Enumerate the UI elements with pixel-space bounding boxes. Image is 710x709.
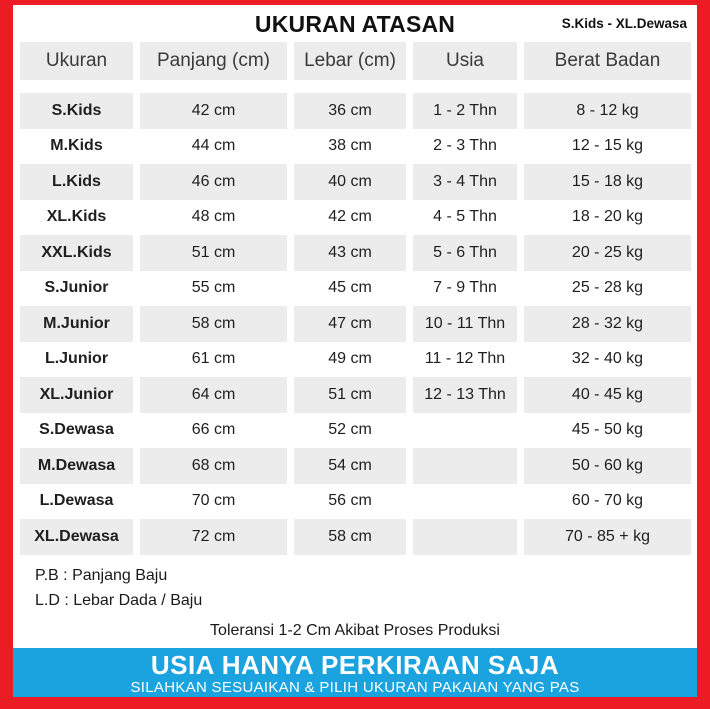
panjang-cell: 68 cm (140, 448, 287, 484)
table-header (20, 42, 697, 80)
table-body (13, 93, 697, 555)
berat-cell: 32 - 40 kg (571, 350, 644, 368)
table-row (20, 271, 697, 307)
panjang-cell: 42 cm (140, 93, 287, 129)
usia-cell: 10 - 11 Thn (413, 306, 517, 342)
size-name-cell: XXL.Kids (20, 235, 133, 271)
size-name-cell: M.Kids (50, 137, 103, 155)
lebar-cell: 51 cm (294, 377, 406, 413)
page-title: UKURAN ATASAN (254, 11, 456, 37)
size-name-cell: M.Dewasa (20, 448, 133, 484)
size-name-cell: L.Junior (44, 350, 109, 368)
usia-cell: 2 - 3 Thn (433, 137, 497, 155)
table-row (20, 342, 697, 378)
note-ld: L.D : Lebar Dada / Baju (35, 591, 203, 609)
banner-headline: USIA HANYA PERKIRAAN SAJA (150, 649, 560, 680)
usia-cell: 11 - 12 Thn (424, 350, 506, 368)
size-name-cell: XL.Kids (46, 208, 107, 226)
header-usia: Usia (413, 42, 517, 80)
lebar-cell: 47 cm (294, 306, 406, 342)
berat-cell: 45 - 50 kg (571, 421, 644, 439)
lebar-cell: 52 cm (328, 421, 372, 439)
note-pb: P.B : Panjang Baju (35, 566, 168, 584)
berat-cell: 15 - 18 kg (524, 164, 691, 200)
size-name-cell: S.Kids (20, 93, 133, 129)
size-name-cell: S.Dewasa (39, 421, 114, 439)
usia-cell: 4 - 5 Thn (433, 208, 497, 226)
panjang-cell: 70 cm (191, 492, 236, 510)
table-row (20, 413, 697, 449)
panjang-cell: 46 cm (140, 164, 287, 200)
usia-cell: 3 - 4 Thn (413, 164, 517, 200)
size-name-cell: L.Kids (20, 164, 133, 200)
lebar-cell: 54 cm (294, 448, 406, 484)
table-row (20, 484, 697, 520)
panjang-cell: 58 cm (140, 306, 287, 342)
lebar-cell: 49 cm (328, 350, 372, 368)
size-range-label: S.Kids - XL.Dewasa (561, 16, 687, 31)
size-name-cell: XL.Dewasa (20, 519, 133, 555)
usia-cell (413, 484, 517, 520)
lebar-cell: 43 cm (294, 235, 406, 271)
table-row (20, 93, 697, 129)
panjang-cell: 44 cm (191, 137, 236, 155)
banner-subline: SILAHKAN SESUAIKAN & PILIH UKURAN PAKAIAN YANG PAS (130, 678, 580, 696)
panjang-cell: 64 cm (140, 377, 287, 413)
size-name-cell: S.Junior (44, 279, 109, 297)
header-ukuran: Ukuran (20, 42, 133, 80)
berat-cell: 60 - 70 kg (571, 492, 644, 510)
panjang-cell: 66 cm (191, 421, 236, 439)
header-gap (13, 80, 697, 93)
table-row (20, 200, 697, 236)
size-name-cell: M.Junior (20, 306, 133, 342)
table-row (20, 164, 697, 200)
size-name-cell: L.Dewasa (39, 492, 114, 510)
lebar-cell: 40 cm (294, 164, 406, 200)
berat-cell: 20 - 25 kg (524, 235, 691, 271)
usia-cell (413, 413, 517, 449)
usia-cell: 1 - 2 Thn (413, 93, 517, 129)
card-body (13, 5, 697, 697)
berat-cell: 70 - 85 + kg (524, 519, 691, 555)
usia-cell (413, 448, 517, 484)
size-name-cell: XL.Junior (20, 377, 133, 413)
berat-cell: 25 - 28 kg (571, 279, 644, 297)
lebar-cell: 56 cm (328, 492, 372, 510)
age-disclaimer-banner (13, 648, 697, 698)
lebar-cell: 45 cm (328, 279, 372, 297)
usia-cell: 12 - 13 Thn (413, 377, 517, 413)
panjang-cell: 48 cm (191, 208, 236, 226)
usia-cell (413, 519, 517, 555)
usia-cell: 7 - 9 Thn (433, 279, 497, 297)
berat-cell: 8 - 12 kg (524, 93, 691, 129)
panjang-cell: 51 cm (140, 235, 287, 271)
berat-cell: 40 - 45 kg (524, 377, 691, 413)
berat-cell: 28 - 32 kg (524, 306, 691, 342)
header-berat: Berat Badan (524, 42, 691, 80)
header-panjang: Panjang (cm) (140, 42, 287, 80)
table-row (20, 235, 697, 271)
table-row (20, 306, 697, 342)
lebar-cell: 36 cm (294, 93, 406, 129)
panjang-cell: 72 cm (140, 519, 287, 555)
panjang-cell: 55 cm (191, 279, 236, 297)
table-row (20, 129, 697, 165)
table-row (20, 448, 697, 484)
lebar-cell: 38 cm (328, 137, 372, 155)
lebar-cell: 42 cm (328, 208, 372, 226)
lebar-cell: 58 cm (294, 519, 406, 555)
berat-cell: 18 - 20 kg (571, 208, 644, 226)
usia-cell: 5 - 6 Thn (413, 235, 517, 271)
berat-cell: 12 - 15 kg (571, 137, 644, 155)
table-row (20, 519, 697, 555)
abbreviation-notes (35, 563, 697, 613)
tolerance-note: Toleransi 1-2 Cm Akibat Proses Produksi (210, 621, 500, 639)
panjang-cell: 61 cm (191, 350, 236, 368)
table-row (20, 377, 697, 413)
header-lebar: Lebar (cm) (294, 42, 406, 80)
title-row (13, 5, 697, 42)
berat-cell: 50 - 60 kg (524, 448, 691, 484)
